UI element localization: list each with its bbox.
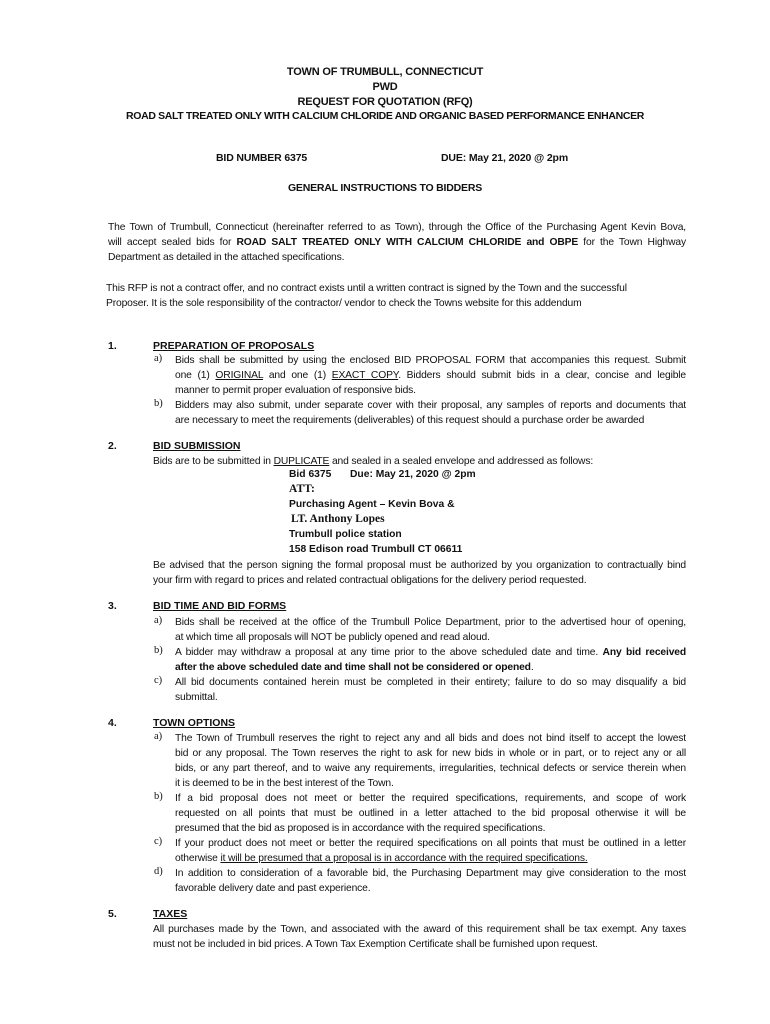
section-5-line-2: must not be included in bid prices. A Town Tax Exemption Certificate shall be furnished upon request. <box>153 939 598 950</box>
section-1-b-label: b) <box>154 398 163 409</box>
section-3-b-line-1: A bidder may withdraw a proposal at any time prior to the above scheduled date and time. Any bid received <box>175 647 686 658</box>
section-4-a-line-1: The Town of Trumbull reserves the right to reject any and all bids and does not bind itself to accept the lowest <box>175 733 686 744</box>
section-2-advice-line-1: Be advised that the person signing the formal proposal must be authorized by you organization to contractually bind <box>153 560 686 571</box>
address-street: 158 Edison road Trumbull CT 06611 <box>289 544 463 555</box>
section-4-d-line-1: In addition to consideration of a favorable bid, the Purchasing Department may give consideration to the most <box>175 868 686 879</box>
address-lieutenant: LT. Anthony Lopes <box>291 513 385 525</box>
address-purchasing-agent: Purchasing Agent – Kevin Bova & <box>289 499 455 510</box>
section-3-title: BID TIME AND BID FORMS <box>153 600 287 612</box>
header-department: PWD <box>372 81 398 93</box>
intro-line-2: will accept sealed bids for ROAD SALT TREATED ONLY WITH CALCIUM CHLORIDE and OBPE for the Town Highway <box>108 237 686 248</box>
section-5-title: TAXES <box>153 908 188 920</box>
section-2-title: BID SUBMISSION <box>153 440 241 452</box>
section-1-a-line-2: one (1) ORIGINAL and one (1) EXACT COPY. Bidders should submit bids in a clear, concise and legible <box>175 370 686 381</box>
section-4-b-label: b) <box>154 791 163 802</box>
section-2-number: 2. <box>108 440 117 452</box>
section-4-c-line-2: otherwise it will be presumed that a proposal is in accordance with the required specifications. <box>175 853 588 864</box>
section-4-c-line-1: If your product does not meet or better the required specifications on all points that must be outlined in a letter <box>175 838 686 849</box>
section-4-d-label: d) <box>154 866 163 877</box>
section-3-number: 3. <box>108 600 117 612</box>
section-4-a-line-2: bid or any proposal. The Town reserves the right to ask for new bids in whole or in part, or to reject any or all <box>175 748 686 759</box>
section-4-a-line-3: bids, or any part thereof, and to waive any requirements, irregularities, technical defects or service therein when <box>175 763 686 774</box>
address-bid-number: Bid 6375 <box>289 469 332 480</box>
section-3-c-line-1: All bid documents contained herein must be completed in their entirety; failure to do so may disqualify a bid <box>175 677 686 688</box>
address-due: Due: May 21, 2020 @ 2pm <box>350 469 476 480</box>
section-1-b-line-1: Bidders may also submit, under separate cover with their proposal, any samples of reports and documents that <box>175 400 686 411</box>
intro-line-1: The Town of Trumbull, Connecticut (hereinafter referred to as Town), through the Office of the Purchasing Agent Kevin Bova, <box>108 222 686 233</box>
section-5-number: 5. <box>108 908 117 920</box>
header-rfq: REQUEST FOR QUOTATION (RFQ) <box>297 96 473 108</box>
section-4-number: 4. <box>108 717 117 729</box>
instructions-title: GENERAL INSTRUCTIONS TO BIDDERS <box>287 182 483 194</box>
section-1-a-line-3: manner to permit proper evaluation of responsive bids. <box>175 385 416 396</box>
section-3-b-label: b) <box>154 645 163 656</box>
section-1-a-line-1: Bids shall be submitted by using the enclosed BID PROPOSAL FORM that accompanies this request. Submit <box>175 355 686 366</box>
section-3-c-line-2: submittal. <box>175 692 218 703</box>
rfp-notice-line-2: Proposer. It is the sole responsibility of the contractor/ vendor to check the Towns website for this addendum <box>106 298 582 309</box>
address-station: Trumbull police station <box>289 529 402 540</box>
header-town: TOWN OF TRUMBULL, CONNECTICUT <box>286 66 484 78</box>
section-3-a-label: a) <box>154 615 163 626</box>
section-4-b-line-2: requested on all points that must be outlined in a letter attached to the bid proposal otherwise it will be <box>175 808 686 819</box>
section-1-a-label: a) <box>154 353 163 364</box>
section-3-c-label: c) <box>154 675 163 686</box>
bid-number: BID NUMBER 6375 <box>216 152 308 164</box>
section-3-a-line-1: Bids shall be received at the office of the Trumbull Police Department, prior to the advertised hour of opening, <box>175 617 686 628</box>
section-5-line-1: All purchases made by the Town, and associated with the award of this requirement shall be tax exempt. Any taxes <box>153 924 686 935</box>
section-1-b-line-2: are necessary to meet the requirements (deliverables) of this request should a purchase order be awarded <box>175 415 645 426</box>
section-4-b-line-1: If a bid proposal does not meet or better the required specifications, requirements, and scope of work <box>175 793 686 804</box>
section-4-c-label: c) <box>154 836 163 847</box>
section-1-number: 1. <box>108 340 117 352</box>
section-4-a-line-4: it is deemed to be in the best interest of the Town. <box>175 778 394 789</box>
address-att: ATT: <box>289 483 315 495</box>
rfp-notice-line-1: This RFP is not a contract offer, and no contract exists until a written contract is signed by the Town and the successful <box>106 283 627 294</box>
section-1-title: PREPARATION OF PROPOSALS <box>153 340 315 352</box>
section-4-a-label: a) <box>154 731 163 742</box>
section-3-b-line-2: after the above scheduled date and time shall not be considered or opened. <box>175 662 534 673</box>
due-date: DUE: May 21, 2020 @ 2pm <box>441 152 569 164</box>
intro-line-3: Department as detailed in the attached specifications. <box>108 252 345 263</box>
section-2-line-1: Bids are to be submitted in DUPLICATE and sealed in a sealed envelope and addressed as follows: <box>153 456 594 467</box>
section-2-advice-line-2: your firm with regard to prices and related contractual obligations for the delivery period requested. <box>153 575 587 586</box>
section-3-a-line-2: at which time all proposals will NOT be publicly opened and read aloud. <box>175 632 490 643</box>
header-subject: ROAD SALT TREATED ONLY WITH CALCIUM CHLORIDE AND ORGANIC BASED PERFORMANCE ENHANCER <box>126 110 644 122</box>
section-4-d-line-2: favorable delivery date and past experience. <box>175 883 371 894</box>
section-4-title: TOWN OPTIONS <box>153 717 236 729</box>
section-4-b-line-3: presumed that the bid as proposed is in accordance with the required specifications. <box>175 823 546 834</box>
